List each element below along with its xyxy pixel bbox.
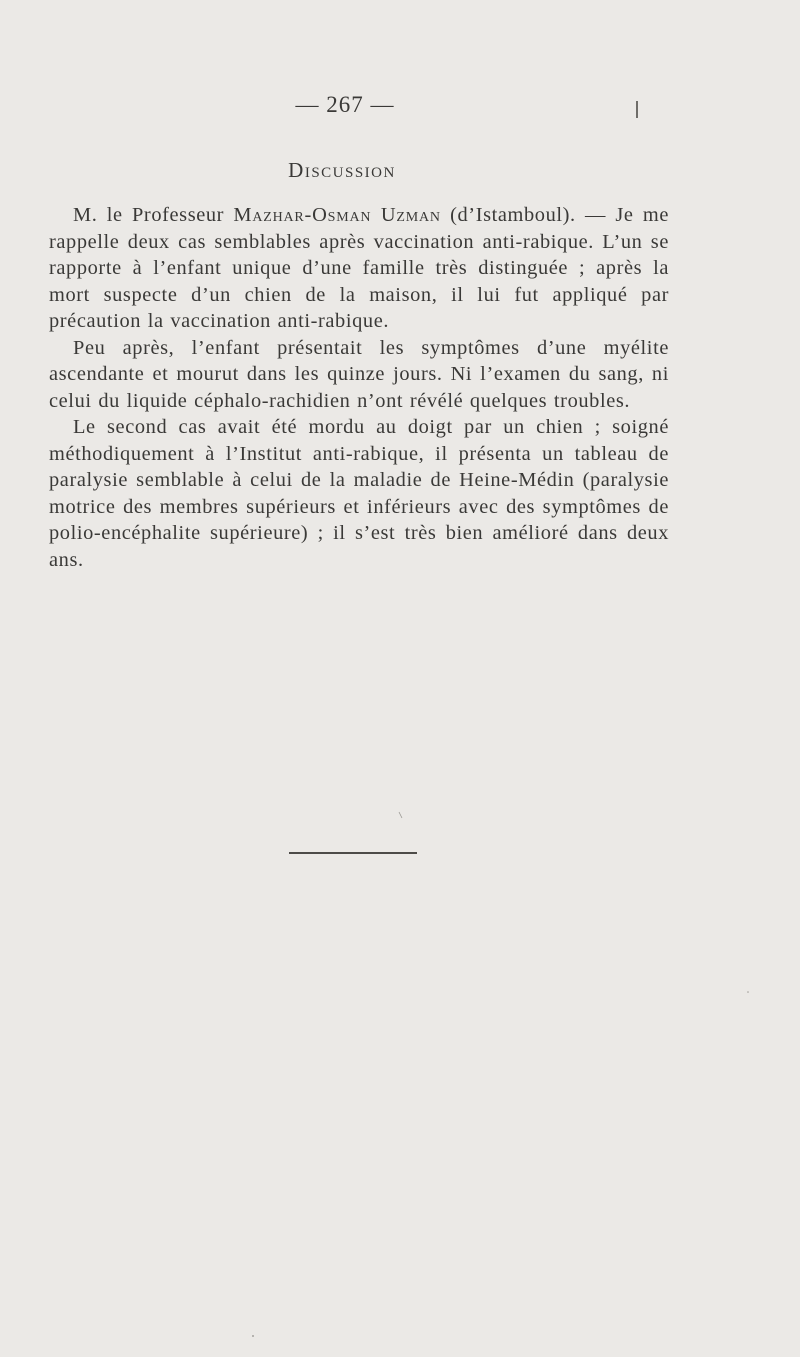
speaker-location: (d’Istamboul). — — [440, 204, 616, 226]
margin-mark — [636, 101, 638, 118]
paragraph-2: Peu après, l’enfant présentait les symptômes d’une myélite ascendante et mourut dans les quinze jours. Ni l’examen du sang, ni celui du liquide céphalo-rachidien n’ont révélé quelques troubles. — [49, 336, 669, 412]
paragraph-1 — [49, 202, 669, 335]
discussion-body — [49, 202, 669, 573]
speaker-prefix: M. le Professeur — [73, 204, 234, 226]
speaker-name: Mazhar-Osman Uzman — [233, 204, 441, 226]
paragraph-1-text: Je me rappelle deux cas semblables après vaccination anti-rabique. L’un se rapporte à l’enfant unique d’une famille très distinguée ; après la mort suspecte d’un chien de la maison, il lui fut appliqué par précaution la vaccination anti-rabique. — [49, 204, 670, 332]
speck-3 — [747, 991, 749, 993]
end-rule — [289, 852, 417, 854]
section-title: Discussion — [288, 158, 396, 182]
paragraph-3: Le second cas avait été mordu au doigt par un chien ; soigné méthodiquement à l’Institut anti-rabique, il présenta un tableau de paralysie semblable à celui de la maladie de Heine-Médin (paralysie motrice des membres supérieurs et inférieurs avec des symptômes de polio-encéphalite supérieure) ; il s’est très bien amélioré dans deux ans. — [49, 416, 669, 571]
speck-2 — [252, 1335, 254, 1337]
speck-1 — [399, 812, 402, 818]
page-number: — 267 — — [295, 92, 395, 117]
